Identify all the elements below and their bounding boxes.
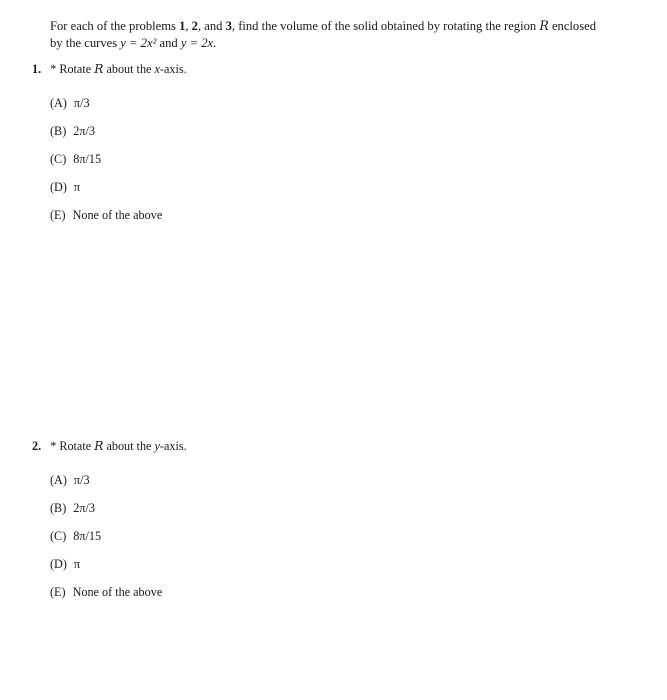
choice-label: (D) bbox=[50, 557, 67, 571]
choice-c[interactable] bbox=[50, 152, 162, 180]
choice-value: π bbox=[73, 180, 81, 194]
choice-c[interactable] bbox=[50, 529, 162, 557]
intro-text: , find the volume of the solid obtained by rotating the region bbox=[231, 19, 540, 33]
intro-text: enclosed bbox=[548, 19, 597, 33]
choice-value: None of the above bbox=[72, 208, 163, 222]
intro-text: For each of the problems bbox=[50, 19, 180, 33]
choice-value: π/3 bbox=[73, 96, 90, 110]
choice-label: (C) bbox=[50, 152, 67, 166]
statement-text: -axis. bbox=[159, 439, 187, 453]
statement-text: about the bbox=[103, 62, 155, 76]
choice-label: (B) bbox=[50, 124, 67, 138]
choice-value: π bbox=[73, 557, 81, 571]
problem-2-statement bbox=[32, 439, 652, 454]
problem-1-statement bbox=[32, 62, 652, 77]
curve-equation-2: y = 2x bbox=[180, 36, 214, 50]
axis-variable: y bbox=[154, 439, 160, 453]
intro-text: and bbox=[156, 36, 181, 50]
choice-a[interactable] bbox=[50, 473, 162, 501]
choice-d[interactable] bbox=[50, 557, 162, 585]
region-symbol: R bbox=[94, 62, 104, 76]
statement-text: -axis. bbox=[159, 62, 187, 76]
choice-value: 2π/3 bbox=[73, 501, 95, 515]
problem-number: 2. bbox=[32, 439, 42, 453]
choice-label: (E) bbox=[50, 208, 66, 222]
choice-e[interactable] bbox=[50, 585, 162, 613]
choice-d[interactable] bbox=[50, 180, 162, 208]
intro-sep: , bbox=[185, 19, 192, 33]
choice-value: 2π/3 bbox=[73, 124, 95, 138]
choice-value: 8π/15 bbox=[73, 529, 102, 543]
curve-equation-1: y = 2x² bbox=[120, 36, 157, 50]
choice-value: None of the above bbox=[72, 585, 163, 599]
choice-b[interactable] bbox=[50, 124, 162, 152]
statement-text: about the bbox=[103, 439, 155, 453]
problem-2 bbox=[32, 439, 652, 599]
intro-text: . bbox=[213, 36, 217, 50]
intro-line-1 bbox=[50, 17, 660, 35]
star-marker: * bbox=[50, 439, 57, 453]
axis-variable: x bbox=[154, 62, 160, 76]
statement-text: Rotate bbox=[59, 62, 95, 76]
problem-ref-1: 1 bbox=[179, 19, 186, 33]
region-symbol: R bbox=[539, 18, 549, 33]
choice-label: (D) bbox=[50, 180, 67, 194]
star-marker: * bbox=[50, 62, 57, 76]
intro-sep: , and bbox=[197, 19, 226, 33]
problem-ref-3: 3 bbox=[225, 19, 232, 33]
intro-text: by the curves bbox=[50, 36, 121, 50]
intro-paragraph bbox=[50, 17, 660, 52]
problem-1 bbox=[32, 62, 652, 222]
choice-b[interactable] bbox=[50, 501, 162, 529]
problem-ref-2: 2 bbox=[191, 19, 198, 33]
answer-choices bbox=[50, 96, 162, 236]
problem-number: 1. bbox=[32, 62, 42, 76]
choice-value: π/3 bbox=[73, 473, 90, 487]
choice-value: 8π/15 bbox=[73, 152, 102, 166]
choice-e[interactable] bbox=[50, 208, 162, 236]
region-symbol: R bbox=[94, 439, 104, 453]
statement-text: Rotate bbox=[59, 439, 95, 453]
choice-label: (E) bbox=[50, 585, 66, 599]
choice-label: (B) bbox=[50, 501, 67, 515]
choice-label: (C) bbox=[50, 529, 67, 543]
choice-label: (A) bbox=[50, 96, 67, 110]
intro-line-2 bbox=[50, 35, 660, 52]
choice-a[interactable] bbox=[50, 96, 162, 124]
choice-label: (A) bbox=[50, 473, 67, 487]
answer-choices bbox=[50, 473, 162, 613]
